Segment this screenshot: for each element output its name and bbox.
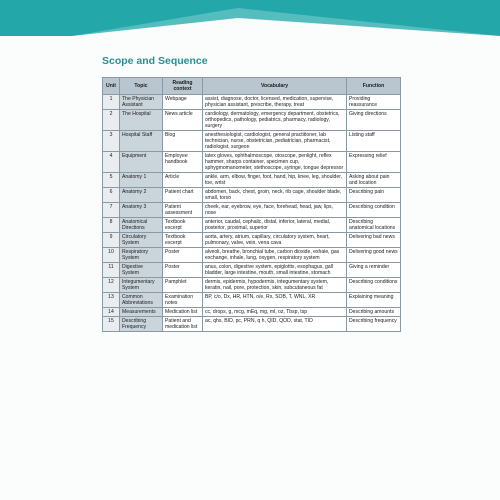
topic-cell: Digestive System bbox=[120, 263, 163, 278]
table-row bbox=[103, 293, 401, 308]
topic-cell: Respiratory System bbox=[120, 248, 163, 263]
vocabulary-cell: abdomen, back, chest, groin, neck, rib cage, shoulder blade, small, torso bbox=[203, 188, 347, 203]
function-cell: Describing frequency bbox=[347, 317, 401, 332]
vocabulary-cell: dermis, epidermis, hypodermis, integumentary system, keratin, nail, pore, protection, skin, subcutaneous fat bbox=[203, 278, 347, 293]
context-cell: Poster bbox=[163, 263, 203, 278]
table-row bbox=[103, 152, 401, 173]
header-vocabulary: Vocabulary bbox=[203, 78, 347, 95]
vocabulary-cell: anesthesiologist, cardiologist, general practitioner, lab technician, nurse, obstetrician, pediatrician, pharmacist, radiologist, surgeon bbox=[203, 131, 347, 152]
topic-cell: Circulatory System bbox=[120, 233, 163, 248]
table-body bbox=[103, 95, 401, 332]
vocabulary-cell: cheek, ear, eyebrow, eye, face, forehead, head, jaw, lips, nose bbox=[203, 203, 347, 218]
context-cell: Article bbox=[163, 173, 203, 188]
vocabulary-cell: assist, diagnose, doctor, licensed, medication, supervise, physician assistant, prescribe, therapy, treat bbox=[203, 95, 347, 110]
table-row bbox=[103, 203, 401, 218]
unit-cell: 11 bbox=[103, 263, 120, 278]
unit-cell: 2 bbox=[103, 110, 120, 131]
unit-cell: 10 bbox=[103, 248, 120, 263]
context-cell: Blog bbox=[163, 131, 203, 152]
function-cell: Describing condition bbox=[347, 203, 401, 218]
topic-cell: Measurements bbox=[120, 308, 163, 317]
header-banner bbox=[0, 0, 500, 36]
vocabulary-cell: aorta, artery, atrium, capillary, circulatory system, heart, pulmonary, valve, vein, vena cava bbox=[203, 233, 347, 248]
unit-cell: 14 bbox=[103, 308, 120, 317]
context-cell: Textbook excerpt bbox=[163, 218, 203, 233]
function-cell: Explaining meaning bbox=[347, 293, 401, 308]
table-row bbox=[103, 95, 401, 110]
table-row bbox=[103, 188, 401, 203]
page-title: Scope and Sequence bbox=[102, 55, 208, 67]
function-cell: Describing amounts bbox=[347, 308, 401, 317]
header-function: Function bbox=[347, 78, 401, 95]
unit-cell: 6 bbox=[103, 188, 120, 203]
table-row bbox=[103, 278, 401, 293]
topic-cell: Anatomical Directions bbox=[120, 218, 163, 233]
topic-cell: Anatomy 2 bbox=[120, 188, 163, 203]
topic-cell: Equipment bbox=[120, 152, 163, 173]
context-cell: Examination notes bbox=[163, 293, 203, 308]
vocabulary-cell: BP, c/o, Dx, HR, HTN, o/e, Rx, SOB, T, WNL, XR bbox=[203, 293, 347, 308]
context-cell: News article bbox=[163, 110, 203, 131]
table-row bbox=[103, 131, 401, 152]
function-cell: Delivering bad news bbox=[347, 233, 401, 248]
context-cell: Patient chart bbox=[163, 188, 203, 203]
function-cell: Describing pain bbox=[347, 188, 401, 203]
function-cell: Listing staff bbox=[347, 131, 401, 152]
context-cell: Textbook excerpt bbox=[163, 233, 203, 248]
context-cell: Webpage bbox=[163, 95, 203, 110]
context-cell: Poster bbox=[163, 248, 203, 263]
unit-cell: 4 bbox=[103, 152, 120, 173]
function-cell: Describing conditions bbox=[347, 278, 401, 293]
vocabulary-cell: cardiology, dermatology, emergency department, obstetrics, orthopedics, pathology, pediatrics, pharmacy, radiology, surgery bbox=[203, 110, 347, 131]
function-cell: Delivering good news bbox=[347, 248, 401, 263]
function-cell: Expressing relief bbox=[347, 152, 401, 173]
table-row bbox=[103, 218, 401, 233]
unit-cell: 12 bbox=[103, 278, 120, 293]
header-topic: Topic bbox=[120, 78, 163, 95]
topic-cell: Common Abbreviations bbox=[120, 293, 163, 308]
context-cell: Employee handbook bbox=[163, 152, 203, 173]
unit-cell: 8 bbox=[103, 218, 120, 233]
unit-cell: 9 bbox=[103, 233, 120, 248]
table-row bbox=[103, 263, 401, 278]
topic-cell: The Physician Assistant bbox=[120, 95, 163, 110]
context-cell: Pamphlet bbox=[163, 278, 203, 293]
vocabulary-cell: ac, qhs, BID, pc, PRN, q h, QID, QOD, stat, TID bbox=[203, 317, 347, 332]
table-row bbox=[103, 233, 401, 248]
vocabulary-cell: alveoli, breathe, bronchial tube, carbon dioxide, exhale, gas exchange, inhale, lung, oxygen, respiratory system bbox=[203, 248, 347, 263]
function-cell: Giving directions bbox=[347, 110, 401, 131]
topic-cell: Integumentary System bbox=[120, 278, 163, 293]
header-reading-context: Reading context bbox=[163, 78, 203, 95]
context-cell: Medication list bbox=[163, 308, 203, 317]
context-cell: Patient assessment bbox=[163, 203, 203, 218]
table-row bbox=[103, 308, 401, 317]
unit-cell: 13 bbox=[103, 293, 120, 308]
unit-cell: 7 bbox=[103, 203, 120, 218]
topic-cell: Anatomy 1 bbox=[120, 173, 163, 188]
unit-cell: 15 bbox=[103, 317, 120, 332]
table-row bbox=[103, 110, 401, 131]
header-unit: Unit bbox=[103, 78, 120, 95]
unit-cell: 5 bbox=[103, 173, 120, 188]
vocabulary-cell: cc, drops, g, mcg, mEq, mg, ml, oz, Tbsp, tsp bbox=[203, 308, 347, 317]
topic-cell: Hospital Staff bbox=[120, 131, 163, 152]
table-row bbox=[103, 317, 401, 332]
topic-cell: Describing Frequency bbox=[120, 317, 163, 332]
function-cell: Describing anatomical locations bbox=[347, 218, 401, 233]
vocabulary-cell: anus, colon, digestive system, epiglottis, esophagus, gall bladder, large intestine, mouth, small intestine, stomach bbox=[203, 263, 347, 278]
vocabulary-cell: ankle, arm, elbow, finger, foot, hand, hip, knee, leg, shoulder, toe, wrist bbox=[203, 173, 347, 188]
scope-table bbox=[102, 77, 401, 332]
unit-cell: 1 bbox=[103, 95, 120, 110]
topic-cell: The Hospital bbox=[120, 110, 163, 131]
table-header-row bbox=[103, 78, 401, 95]
function-cell: Giving a reminder bbox=[347, 263, 401, 278]
table-row bbox=[103, 173, 401, 188]
context-cell: Patient and medication list bbox=[163, 317, 203, 332]
unit-cell: 3 bbox=[103, 131, 120, 152]
topic-cell: Anatomy 3 bbox=[120, 203, 163, 218]
vocabulary-cell: anterior, caudal, cephalic, distal, inferior, lateral, medial, posterior, proximal, superior bbox=[203, 218, 347, 233]
function-cell: Providing reassurance bbox=[347, 95, 401, 110]
table-row bbox=[103, 248, 401, 263]
function-cell: Asking about pain and location bbox=[347, 173, 401, 188]
vocabulary-cell: latex gloves, ophthalmoscope, otoscope, penlight, reflex hammer, sharps container, specimen cup, sphygmomanometer, stethoscope, syringe, tongue depressor bbox=[203, 152, 347, 173]
